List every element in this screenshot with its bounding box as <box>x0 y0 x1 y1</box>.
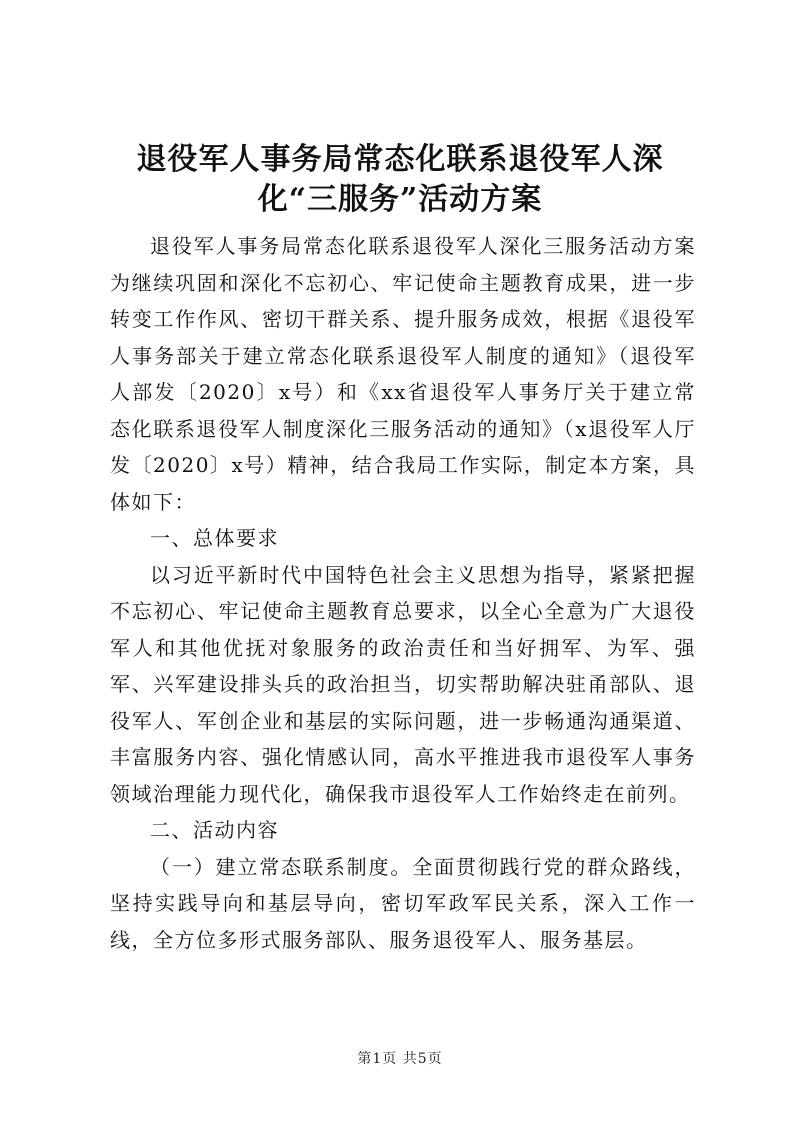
document-title: 退役军人事务局常态化联系退役军人深化“三服务”活动方案 <box>136 142 664 217</box>
document-body <box>110 228 696 958</box>
intro-paragraph: 退役军人事务局常态化联系退役军人深化三服务活动方案为继续巩固和深化不忘初心、牢记使命主题教育成果，进一步转变工作作风、密切干群关系、提升服务成效，根据《退役军人事务部关于建立常态化联系退役军人制度的通知》（退役军人部发〔2020〕x号）和《xx省退役军人事务厅关于建立常态化联系退役军人制度深化三服务活动的通知》（x退役军人厅发〔2020〕x号）精神，结合我局工作实际，制定本方案，具体如下： <box>110 234 696 514</box>
section-item-regular-contact: （一）建立常态联系制度。全面贯彻践行党的群众路线，坚持实践导向和基层导向，密切军政军民关系，深入工作一线，全方位多形式服务部队、服务退役军人、服务基层。 <box>110 854 696 952</box>
page-number-footer: 第1页 共5页 <box>357 1051 443 1067</box>
section-paragraph-general-requirements: 以习近平新时代中国特色社会主义思想为指导，紧紧把握不忘初心、牢记使命主题教育总要求，以全心全意为广大退役军人和其他优抚对象服务的政治责任和当好拥军、为军、强军、兴军建设排头兵的政治担当，切实帮助解决驻甬部队、退役军人、军创企业和基层的实际问题，进一步畅通沟通渠道、丰富服务内容、强化情感认同，高水平推进我市退役军人事务领域治理能力现代化，确保我市退役军人工作始终走在前列。 <box>110 562 696 806</box>
section-heading-activity-content: 二、活动内容 <box>150 818 279 842</box>
section-heading-general-requirements: 一、总体要求 <box>150 526 279 550</box>
